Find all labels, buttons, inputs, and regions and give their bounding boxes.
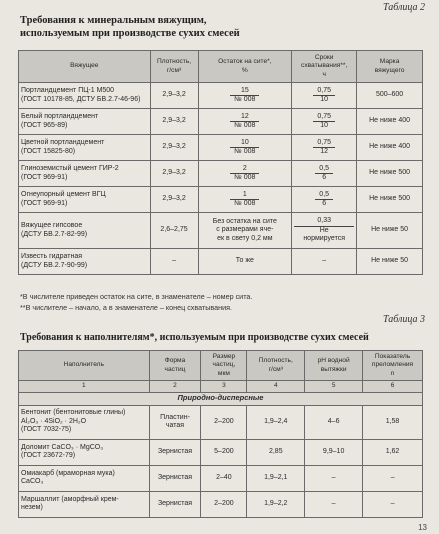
binder-name: Огнеупорный цемент ВГЦ (ГОСТ 969-91) <box>19 187 151 213</box>
table-row <box>19 135 423 161</box>
setting-cell: $\frac{0,75}{10}$ <box>292 109 357 135</box>
residue-cell: То же <box>198 249 292 275</box>
filler-name: Бентонит (бентонитовые глины) Al₂O₃ · 4SiO₂ · 2H₂O (ГОСТ 7032-75) <box>19 405 150 439</box>
size-cell: 5–200 <box>201 439 247 465</box>
footnote-1: *В числителе приведен остаток на сите, в знаменателе – номер сита. <box>20 292 253 301</box>
shape-cell: Пластин- чатая <box>149 405 201 439</box>
density-cell: 2,6–2,75 <box>150 213 198 249</box>
filler-name: Доломит CaCO₃ · MgCO₃ (ГОСТ 23672-79) <box>19 439 150 465</box>
shape-cell: Зернистая <box>149 465 201 491</box>
table2-title <box>20 14 240 40</box>
setting-cell: $\frac{0,33}{\text{Не нормируется}}$ <box>292 213 357 249</box>
density-cell: 2,9–3,2 <box>150 83 198 109</box>
header-grade: Марка вяжущего <box>357 51 423 83</box>
density-cell: 2,9–3,2 <box>150 109 198 135</box>
header-density: Плотность, г/см³ <box>247 351 305 381</box>
table2 <box>18 50 423 275</box>
setting-cell: $\frac{0,75}{10}$ <box>292 83 357 109</box>
table3 <box>18 350 423 518</box>
table2-header-row <box>19 51 423 83</box>
shape-cell: Зернистая <box>149 439 201 465</box>
header-setting: Сроки схватывания**, ч <box>292 51 357 83</box>
header-ph: pH водной вытяжки <box>305 351 363 381</box>
density-cell: 2,9–3,2 <box>150 135 198 161</box>
binder-name: Цветной портландцемент (ГОСТ 15825-80) <box>19 135 151 161</box>
column-number-row <box>19 381 423 393</box>
header-binder: Вяжущее <box>19 51 151 83</box>
density-cell: 2,9–3,2 <box>150 161 198 187</box>
col-number: 3 <box>201 381 247 393</box>
col-number: 6 <box>363 381 423 393</box>
table3-title: Требования к наполнителям*, используемым при производстве сухих смесей <box>20 332 369 343</box>
header-refraction: Показатель преломления n <box>363 351 423 381</box>
size-cell: 2–200 <box>201 405 247 439</box>
binder-name: Известь гидратная (ДСТУ БВ.2.7-90-99) <box>19 249 151 275</box>
table2-footnotes <box>20 291 252 313</box>
table-row <box>19 187 423 213</box>
grade-cell: Не ниже 500 <box>357 187 423 213</box>
residue-cell: Без остатка на сите с размерами яче- ек в свету 0,2 мм <box>198 213 292 249</box>
density-cell: 2,85 <box>247 439 305 465</box>
col-number: 1 <box>19 381 150 393</box>
table-row <box>19 249 423 275</box>
binder-name: Портландцемент ПЦ-1 М500 (ГОСТ 10178-85, ДСТУ БВ.2.7-46-96) <box>19 83 151 109</box>
binder-name: Белый портландцемент (ГОСТ 965-89) <box>19 109 151 135</box>
grade-cell: Не ниже 500 <box>357 161 423 187</box>
table-row <box>19 83 423 109</box>
residue-cell: $\frac{15}{№ 008}$ <box>198 83 292 109</box>
setting-cell: $\frac{0,5}{6}$ <box>292 161 357 187</box>
table-row <box>19 161 423 187</box>
setting-cell: – <box>292 249 357 275</box>
grade-cell: Не ниже 400 <box>357 135 423 161</box>
col-number: 5 <box>305 381 363 393</box>
refraction-cell: – <box>363 491 423 517</box>
table2-label: Таблица 2 <box>383 2 425 13</box>
ph-cell: 4–6 <box>305 405 363 439</box>
table2-title-line1: Требования к минеральным вяжущим, <box>20 15 207 26</box>
section-row <box>19 392 423 405</box>
ph-cell: 9,9–10 <box>305 439 363 465</box>
density-cell: 2,9–3,2 <box>150 187 198 213</box>
table-row <box>19 109 423 135</box>
table-row <box>19 491 423 517</box>
filler-name: Омиакарб (мраморная мука) CaCO₃ <box>19 465 150 491</box>
header-density: Плотность, г/см³ <box>150 51 198 83</box>
density-cell: 1,9–2,2 <box>247 491 305 517</box>
table3-label: Таблица 3 <box>383 314 425 325</box>
grade-cell: Не ниже 50 <box>357 249 423 275</box>
density-cell: – <box>150 249 198 275</box>
table2-title-line2: используемым при производстве сухих смесей <box>20 28 240 39</box>
header-shape: Форма частиц <box>149 351 201 381</box>
page-number: 13 <box>418 523 427 532</box>
footnote-2: **В числителе – начало, а в знаменателе – конец схватывания. <box>20 303 233 312</box>
binder-name: Глиноземистый цемент ГИР-2 (ГОСТ 969-91) <box>19 161 151 187</box>
grade-cell: Не ниже 50 <box>357 213 423 249</box>
setting-cell: $\frac{0,5}{6}$ <box>292 187 357 213</box>
grade-cell: Не ниже 400 <box>357 109 423 135</box>
residue-cell: $\frac{2}{№ 008}$ <box>198 161 292 187</box>
residue-cell: $\frac{10}{№ 008}$ <box>198 135 292 161</box>
ph-cell: – <box>305 465 363 491</box>
density-cell: 1,9–2,4 <box>247 405 305 439</box>
residue-cell: $\frac{12}{№ 008}$ <box>198 109 292 135</box>
size-cell: 2–40 <box>201 465 247 491</box>
refraction-cell: 1,58 <box>363 405 423 439</box>
residue-cell: $\frac{1}{№ 008}$ <box>198 187 292 213</box>
binder-name: Вяжущее гипсовое (ДСТУ БВ.2.7-82-99) <box>19 213 151 249</box>
size-cell: 2–200 <box>201 491 247 517</box>
col-number: 4 <box>247 381 305 393</box>
table3-header-row <box>19 351 423 381</box>
refraction-cell: – <box>363 465 423 491</box>
table-row <box>19 213 423 249</box>
col-number: 2 <box>149 381 201 393</box>
header-size: Размер частиц, мкм <box>201 351 247 381</box>
header-filler: Наполнитель <box>19 351 150 381</box>
setting-cell: $\frac{0,75}{12}$ <box>292 135 357 161</box>
table-row <box>19 439 423 465</box>
header-residue: Остаток на сите*, % <box>198 51 292 83</box>
shape-cell: Зернистая <box>149 491 201 517</box>
filler-name: Маршаллит (аморфный крем- незем) <box>19 491 150 517</box>
grade-cell: 500–600 <box>357 83 423 109</box>
ph-cell: – <box>305 491 363 517</box>
section-title: Природно-дисперсные <box>19 392 423 405</box>
table-row <box>19 465 423 491</box>
table-row <box>19 405 423 439</box>
density-cell: 1,9–2,1 <box>247 465 305 491</box>
refraction-cell: 1,62 <box>363 439 423 465</box>
